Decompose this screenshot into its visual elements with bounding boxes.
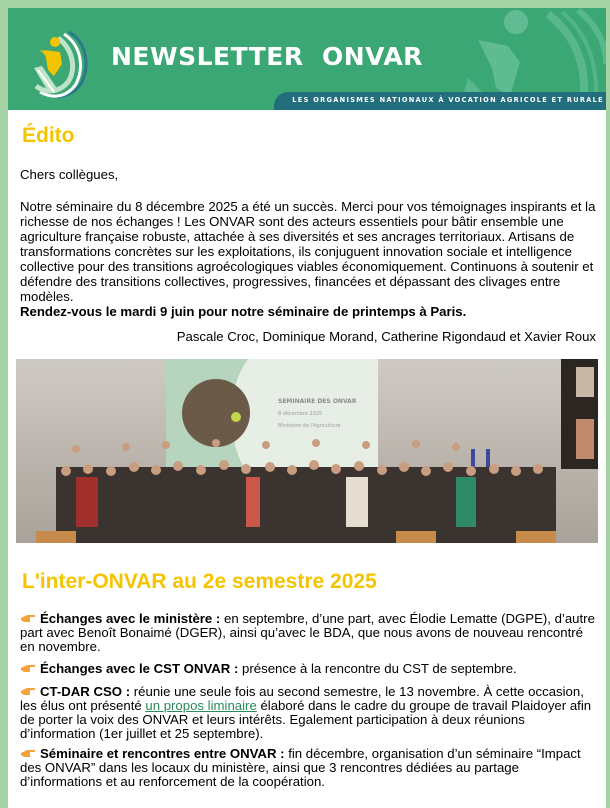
pointing-hand-icon [20,662,36,674]
banner-title: NEWSLETTER ONVAR [111,42,423,71]
pointing-hand-icon [20,612,36,624]
news-item-text: élaboré dans le cadre du groupe de travail Plaidoyer afin de porter la voix des ONVAR et leurs intérêts. Egalement participation à deux réunions d’information (1er juillet et 25 septembre). [20,698,592,741]
pointing-hand-icon [20,747,36,759]
news-item-text: réunie une seule fois au second semestre, le 13 novembre. À cette occasion, les élus ont présenté [20,684,584,713]
onvar-logo-icon [24,24,94,104]
edito-heading: Édito [22,124,75,147]
banner-tagline: LES ORGANISMES NATIONAUX À VOCATION AGRICOLE ET RURALE [292,96,604,104]
edito-signature: Pascale Croc, Dominique Morand, Catherine Rigondaud et Xavier Roux [176,329,596,344]
news-item-text: en septembre, d’une part, avec Élodie Lematte (DGPE), d’autre part avec Benoît Bonaimé (DGER), ainsi qu’avec le BDA, que nous avons de nouveau rencontré en novembre. [20,611,595,654]
news-item-seminaire [20,747,600,789]
news-item-text: fin décembre, organisation d’un séminaire “Impact des ONVAR” dans les locaux du ministère, ainsi que 3 rencontres dédiées au partage d’informations et au renforcement de la coopération. [20,746,581,789]
pointing-hand-icon [20,685,36,697]
edito-rendezvous: Rendez-vous le mardi 9 juin pour notre séminaire de printemps à Paris. [20,304,467,319]
news-item-label: Échanges avec le ministère : [40,611,221,626]
news-item-label: CT-DAR CSO : [40,684,131,699]
edito-body: Notre séminaire du 8 décembre 2025 a été un succès. Merci pour vos témoignages inspirants et la richesse de nos échanges ! Les ONVAR sont des acteurs essentiels pour bâtir ensemble une agriculture française robuste, attachée à ses diversités et ses ancrages territoriaux. Artisans de transformations concrètes sur les exploitations, ils conjuguent innovation sociale et intelligence collective pour des transitions agroécologiques viables économiquement. Continuons à soutenir et défendre des transitions collectives, progressives, financées et dépassant des clivages entre modèles. [20,199,596,304]
screen-place: Ministère de l'Agriculture [278,423,341,429]
newsletter-banner [8,8,606,110]
inter-onvar-heading: L'inter-ONVAR au 2e semestre 2025 [22,570,377,593]
news-item-text: présence à la rencontre du CST de septembre. [238,661,517,676]
news-item-ministere [20,612,600,654]
news-item-ctdar [20,685,600,741]
newsletter-panel [8,8,606,808]
propos-liminaire-link[interactable]: un propos liminaire [145,698,257,713]
news-item-label: Séminaire et rencontres entre ONVAR : [40,746,285,761]
banner-tagline-strip [274,92,606,110]
seminar-group-photo [16,359,598,543]
edito-greeting: Chers collègues, [20,167,119,182]
news-item-cst [20,662,600,676]
screen-title: SEMINAIRE DES ONVAR [278,398,357,405]
screen-date: 8 décembre 2025 [278,411,323,417]
news-item-label: Échanges avec le CST ONVAR : [40,661,239,676]
